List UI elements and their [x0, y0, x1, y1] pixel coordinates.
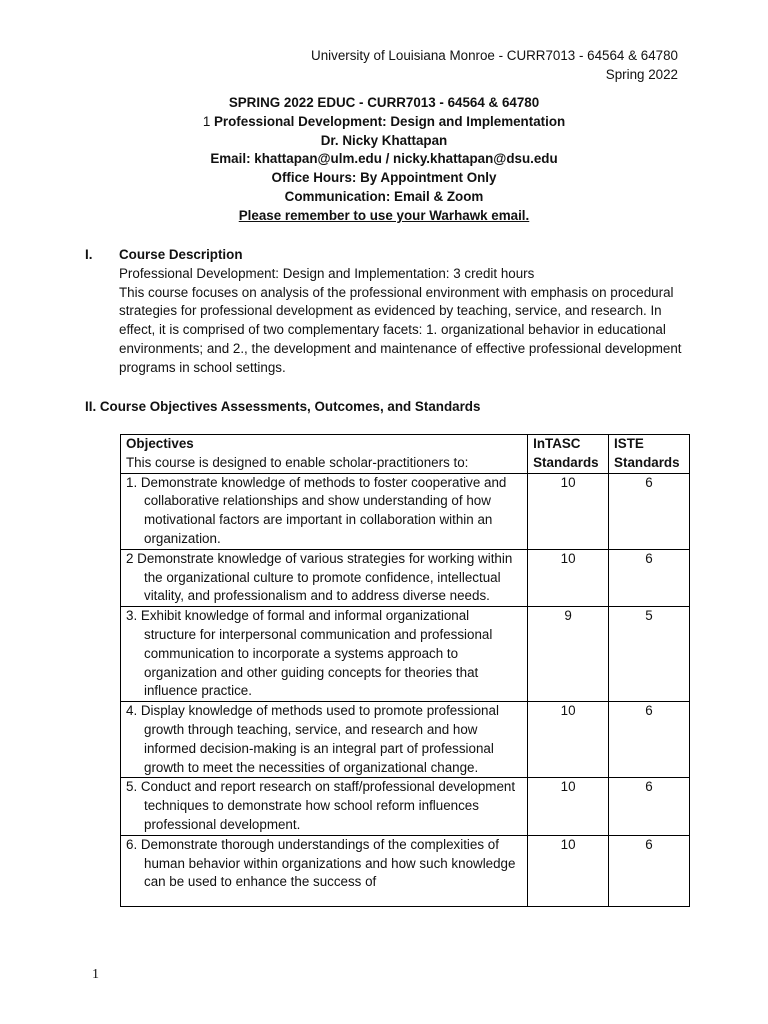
intasc-value: 10 [528, 835, 609, 906]
intasc-value: 10 [528, 778, 609, 835]
intasc-value: 10 [528, 549, 609, 606]
iste-value: 6 [609, 778, 690, 835]
course-code: SPRING 2022 EDUC - CURR7013 - 64564 & 64780 [228, 95, 540, 110]
objective-text: 1. Demonstrate knowledge of methods to foster cooperative and collaborative relationships and show understanding of how motivational factors are important in collaboration within an organization. [126, 474, 507, 546]
objectives-header-subtitle: This course is designed to enable scholar-practitioners to: [126, 454, 469, 470]
iste-value: 6 [609, 549, 690, 606]
course-description-text: This course focuses on analysis of the professional environment with emphasis on procedural strategies for professional development as evidenced by teaching, service, and research. In effect, it is comprised of two complementary facets: 1. organizational behavior in educational environments; and 2., the development and maintenance of effective professional development programs in school settings. [119, 284, 682, 375]
header-course-line: University of Louisiana Monroe - CURR7013 - 64564 & 64780 [311, 48, 678, 63]
course-name-line [0, 113, 768, 132]
table-row [121, 778, 690, 835]
objective-text: 4. Display knowledge of methods used to promote professional growth through teaching, service, and research and how informed decision-making is an integral part of professional growth to meet the necessities of organizational change. [126, 703, 499, 775]
table-row [121, 702, 690, 778]
iste-value: 6 [609, 702, 690, 778]
objective-text: 6. Demonstrate thorough understandings of the complexities of human behavior within organizations and how such knowledge can be used to enhance the success of [126, 836, 516, 890]
iste-header: ISTE Standards [609, 435, 690, 474]
course-credit-line: Professional Development: Design and Implementation: 3 credit hours [119, 265, 535, 281]
section-heading [85, 246, 685, 265]
intasc-value: 10 [528, 473, 609, 549]
instructor-name: Dr. Nicky Khattapan [320, 132, 448, 148]
communication: Communication: Email & Zoom [284, 188, 484, 204]
course-name-prefix: 1 [202, 113, 214, 129]
running-header [311, 47, 678, 85]
intasc-header: InTASC Standards [528, 435, 609, 474]
table-row [121, 473, 690, 549]
objective-text: 5. Conduct and report research on staff/professional development techniques to demonstrate how school reform influences professional development. [126, 779, 516, 832]
objectives-header [121, 435, 528, 474]
course-name: Professional Development: Design and Implementation [213, 113, 566, 129]
objectives-table [120, 434, 690, 907]
objective-text: 2 Demonstrate knowledge of various strategies for working within the organizational culture to promote confidence, intellectual vitality, and professionalism and to address diverse needs. [126, 550, 513, 604]
header-term: Spring 2022 [605, 66, 678, 82]
table-row [121, 835, 690, 906]
section-title: II. Course Objectives Assessments, Outcomes, and Standards [85, 399, 481, 414]
table-row [121, 607, 690, 702]
objective-text: 3. Exhibit knowledge of formal and informal organizational structure for interpersonal communication and professional communication to incorporate a systems approach to organization and other guiding concepts for theories that influence practice. [126, 608, 493, 699]
table-row [121, 549, 690, 606]
course-description-section [85, 246, 685, 378]
section-number: I. [85, 247, 93, 262]
objectives-header-title: Objectives [126, 436, 194, 451]
iste-value: 6 [609, 473, 690, 549]
page-number: 1 [92, 967, 99, 982]
intasc-value: 9 [528, 607, 609, 702]
iste-value: 6 [609, 835, 690, 906]
office-hours: Office Hours: By Appointment Only [271, 170, 497, 186]
instructor-email: Email: khattapan@ulm.edu / nicky.khattapan@dsu.edu [210, 151, 558, 167]
email-reminder: Please remember to use your Warhawk email. [238, 207, 530, 223]
objectives-section-heading [85, 398, 685, 417]
intasc-value: 10 [528, 702, 609, 778]
section-title: Course Description [119, 247, 243, 262]
table-header-row [121, 435, 690, 474]
iste-value: 5 [609, 607, 690, 702]
title-block [0, 94, 768, 226]
